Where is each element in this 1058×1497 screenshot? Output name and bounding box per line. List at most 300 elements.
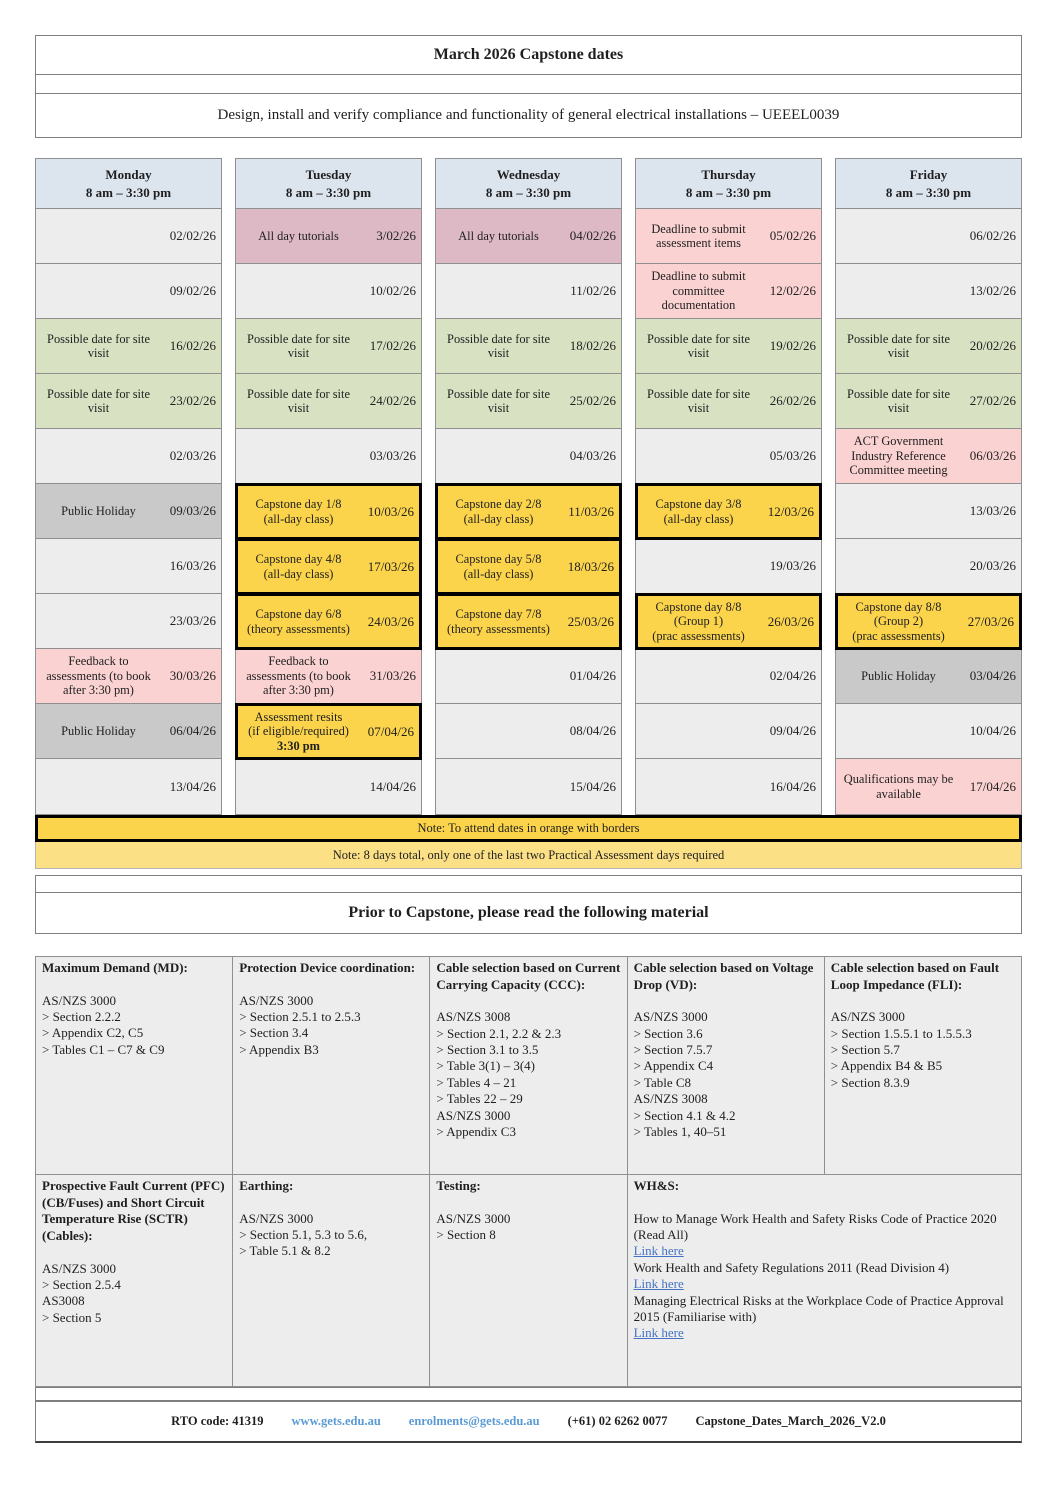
event-line: Possible date for site visit — [247, 386, 350, 415]
reading-line: AS/NZS 3000 — [436, 1210, 511, 1226]
calendar-cell — [236, 429, 421, 484]
reading-cell-body — [42, 1261, 226, 1327]
reading-line: AS/NZS 3008 — [633, 1091, 708, 1107]
calendar-cell — [435, 593, 622, 650]
event-line: (Group 2) — [873, 614, 924, 629]
cell-date: 16/02/26 — [169, 338, 216, 353]
cell-date: 08/04/26 — [569, 723, 616, 738]
cell-date: 02/03/26 — [169, 448, 216, 463]
cell-event — [636, 455, 758, 457]
spacer-row — [35, 1387, 1022, 1401]
cell-event — [36, 386, 158, 417]
reading-line: > Section 5.1, 5.3 to 5.6, — [239, 1227, 368, 1242]
event-line: (all-day class) — [263, 511, 334, 526]
reading-link[interactable]: Link here — [633, 1276, 684, 1292]
spacer-row — [35, 74, 1022, 94]
calendar-cell — [836, 319, 1021, 374]
cell-event — [636, 565, 758, 567]
note-orange-bordered — [35, 815, 1022, 842]
event-line: (all-day class) — [463, 511, 534, 526]
cell-event — [436, 386, 558, 417]
calendar-cell — [36, 704, 221, 759]
reading-line: AS/NZS 3000 — [42, 992, 117, 1008]
cell-event — [238, 551, 356, 582]
cell-event — [236, 786, 358, 788]
reading-line: AS/NZS 3000 — [239, 1210, 314, 1226]
calendar-cell — [836, 374, 1021, 429]
reading-line: > Appendix B4 & B5 — [830, 1058, 943, 1074]
document-page — [35, 35, 1022, 1443]
event-line: (if eligible/required) — [248, 724, 349, 739]
cell-date: 06/04/26 — [169, 723, 216, 738]
event-line: Public Holiday — [61, 723, 136, 738]
capstone-calendar — [35, 158, 1022, 815]
reading-line: > Tables 22 – 29 — [436, 1091, 523, 1107]
cell-event — [836, 730, 958, 732]
cell-date: 16/03/26 — [169, 558, 216, 573]
calendar-cell — [235, 593, 422, 650]
website-link[interactable]: www.gets.edu.au — [291, 1414, 381, 1428]
reading-line: AS3008 — [42, 1293, 85, 1309]
cell-event — [438, 606, 556, 637]
cell-event — [36, 565, 158, 567]
day-hours: 8 am – 3:30 pm — [485, 184, 572, 200]
day-hours: 8 am – 3:30 pm — [685, 184, 772, 200]
reading-line: > Section 2.5.4 — [42, 1276, 121, 1292]
cell-event — [36, 235, 158, 237]
cell-event — [36, 455, 158, 457]
calendar-cell — [836, 429, 1021, 484]
cell-event — [636, 730, 758, 732]
cell-event — [836, 771, 958, 802]
day-name: Friday — [909, 166, 948, 182]
cell-date: 10/03/26 — [367, 503, 414, 519]
event-line: (theory assessments) — [247, 621, 350, 636]
reading-line: AS/NZS 3000 — [42, 1260, 117, 1276]
cell-event — [436, 730, 558, 732]
cell-date: 19/02/26 — [769, 338, 816, 353]
event-line: Possible date for site visit — [647, 386, 750, 415]
reading-line: > Section 3.4 — [239, 1025, 309, 1041]
reading-cell-title: Protection Device coordination: — [239, 960, 416, 975]
reading-line: > Section 2.1, 2.2 & 2.3 — [436, 1025, 562, 1041]
cell-event — [236, 455, 358, 457]
cell-date: 03/04/26 — [969, 668, 1016, 683]
cell-date: 02/04/26 — [769, 668, 816, 683]
reading-line: > Tables 1, 40–51 — [633, 1123, 727, 1139]
calendar-cell — [836, 264, 1021, 319]
cell-date: 13/02/26 — [969, 283, 1016, 298]
event-line: (all-day class) — [663, 511, 734, 526]
day-header — [836, 159, 1021, 209]
event-line: 3:30 pm — [276, 738, 321, 753]
cell-date: 12/02/26 — [769, 283, 816, 298]
cell-date: 02/02/26 — [169, 228, 216, 243]
day-hours: 8 am – 3:30 pm — [285, 184, 372, 200]
cell-date: 20/02/26 — [969, 338, 1016, 353]
calendar-cell — [236, 374, 421, 429]
cell-date: 25/03/26 — [567, 613, 614, 629]
calendar-cell — [435, 538, 622, 595]
cell-date: 10/02/26 — [369, 283, 416, 298]
reading-line: > Appendix B3 — [239, 1041, 319, 1057]
calendar-cell — [635, 483, 822, 540]
cell-date: 16/04/26 — [769, 778, 816, 794]
calendar-cell — [436, 649, 621, 704]
reading-cell-title: Cable selection based on Current Carrying Capacity (CCC): — [436, 960, 621, 992]
event-line: Capstone day 2/8 — [455, 497, 542, 511]
cell-event — [238, 606, 356, 637]
event-line: (prac assessments) — [652, 628, 745, 643]
cell-date: 15/04/26 — [569, 778, 616, 794]
cell-date: 13/03/26 — [969, 503, 1016, 518]
cell-event — [836, 386, 958, 417]
day-name: Tuesday — [305, 166, 352, 182]
reading-line: > Table 5.1 & 8.2 — [239, 1243, 331, 1259]
calendar-cell — [436, 209, 621, 264]
calendar-cell — [235, 483, 422, 540]
day-name: Wednesday — [496, 166, 561, 182]
event-line: Possible date for site visit — [247, 331, 350, 360]
note-practical-days — [35, 842, 1022, 869]
cell-date: 17/03/26 — [367, 558, 414, 574]
event-line: (all-day class) — [263, 566, 334, 581]
cell-date: 01/04/26 — [569, 668, 616, 683]
cell-date: 18/03/26 — [567, 558, 614, 574]
reading-cell-body — [831, 1009, 1015, 1091]
day-hours: 8 am – 3:30 pm — [885, 184, 972, 200]
reading-cell-body — [239, 993, 423, 1059]
day-header — [436, 159, 621, 209]
event-line: Capstone day 7/8 — [455, 607, 542, 621]
reading-line: AS/NZS 3008 — [436, 1009, 511, 1025]
reading-line: AS/NZS 3000 — [239, 992, 314, 1008]
calendar-cell — [36, 264, 221, 319]
calendar-cell — [36, 209, 221, 264]
calendar-cell — [36, 539, 221, 594]
calendar-cell — [435, 483, 622, 540]
event-line: (Group 1) — [673, 614, 724, 629]
calendar-cell — [36, 429, 221, 484]
spacer-row — [35, 875, 1022, 893]
cell-date: 30/03/26 — [169, 668, 216, 683]
event-line: (prac assessments) — [852, 628, 945, 643]
cell-date: 13/04/26 — [169, 778, 216, 794]
cell-event — [36, 723, 158, 740]
reading-line: > Section 1.5.5.1 to 1.5.5.3 — [830, 1025, 972, 1041]
cell-date: 24/03/26 — [367, 613, 414, 629]
reading-line: > Appendix C2, C5 — [42, 1025, 144, 1041]
reading-cell-title: Cable selection based on Voltage Drop (VD): — [633, 960, 814, 992]
cell-event — [236, 653, 358, 699]
calendar-cell — [436, 429, 621, 484]
cell-event — [836, 433, 958, 479]
note1-text: Note: To attend dates in orange with borders — [417, 821, 640, 835]
day-header — [636, 159, 821, 209]
event-line: Deadline to submit assessment items — [651, 221, 746, 250]
reading-line: > Section 4.1 & 4.2 — [633, 1107, 736, 1123]
cell-event — [638, 496, 756, 527]
event-line: Capstone day 8/8 — [855, 599, 942, 614]
calendar-cell — [835, 593, 1022, 650]
cell-event — [836, 565, 958, 567]
calendar-cell — [236, 319, 421, 374]
cell-event — [236, 290, 358, 292]
reading-line: > Section 5.7 — [830, 1042, 900, 1057]
calendar-cell — [636, 649, 821, 704]
calendar-cell — [36, 319, 221, 374]
reading-line: > Appendix C4 — [633, 1058, 714, 1074]
calendar-cell — [36, 759, 221, 814]
cell-date: 24/02/26 — [369, 393, 416, 408]
cell-event — [36, 620, 158, 622]
cell-event — [436, 786, 558, 788]
reading-line: > Table C8 — [633, 1074, 692, 1090]
calendar-cell — [436, 759, 621, 814]
event-line: Assessment resits — [254, 709, 343, 724]
cell-event — [236, 386, 358, 417]
cell-event — [836, 668, 958, 685]
cell-event — [636, 386, 758, 417]
cell-date: 3/02/26 — [376, 228, 416, 243]
calendar-cell — [436, 704, 621, 759]
reading-line: AS/NZS 3000 — [633, 1009, 708, 1025]
calendar-cell — [436, 374, 621, 429]
cell-date: 05/03/26 — [769, 448, 816, 463]
cell-date: 11/02/26 — [570, 283, 616, 298]
cell-event — [636, 786, 758, 788]
calendar-cell — [436, 264, 621, 319]
event-line: Feedback to assessments (to book after 3:30 pm) — [46, 654, 151, 698]
cell-event — [436, 331, 558, 362]
event-line: Possible date for site visit — [647, 331, 750, 360]
phone-number: (+61) 02 6262 0077 — [567, 1414, 668, 1428]
title-bar — [35, 35, 1022, 75]
cell-event — [436, 228, 558, 245]
cell-event — [236, 228, 358, 245]
cell-event — [836, 331, 958, 362]
reading-line: > Section 7.5.7 — [633, 1042, 713, 1057]
calendar-cell — [636, 374, 821, 429]
event-line: Possible date for site visit — [847, 331, 950, 360]
cell-date: 05/02/26 — [769, 228, 816, 243]
email-link[interactable]: enrolments@gets.edu.au — [408, 1414, 540, 1428]
cell-date: 09/03/26 — [169, 503, 216, 518]
reading-line: > Section 5 — [42, 1309, 102, 1325]
calendar-cell — [236, 759, 421, 814]
reading-cell-body — [239, 1211, 423, 1260]
day-name: Thursday — [701, 166, 756, 182]
day-name: Monday — [105, 166, 152, 182]
reading-line: AS/NZS 3000 — [830, 1009, 905, 1025]
reading-cell-body — [634, 1211, 1015, 1342]
event-line: Capstone day 5/8 — [455, 552, 542, 566]
note2-text: Note: 8 days total, only one of the last two Practical Assessment days required — [332, 847, 725, 862]
rto-code: RTO code: 41319 — [171, 1414, 264, 1428]
event-line: Possible date for site visit — [47, 386, 150, 415]
event-line: All day tutorials — [258, 228, 339, 243]
reading-link[interactable]: Link here — [633, 1243, 684, 1259]
day-header — [236, 159, 421, 209]
reading-line: > Appendix C3 — [436, 1123, 516, 1139]
cell-date: 23/03/26 — [169, 613, 216, 628]
reading-heading-bar — [35, 892, 1022, 934]
event-line: Capstone day 8/8 — [655, 599, 742, 614]
cell-event — [236, 331, 358, 362]
event-line: (all-day class) — [463, 566, 534, 581]
cell-event — [836, 290, 958, 292]
cell-date: 04/02/26 — [569, 228, 616, 243]
event-line: Capstone day 3/8 — [655, 497, 742, 511]
event-line: Public Holiday — [61, 503, 136, 518]
reading-heading: Prior to Capstone, please read the following material — [348, 904, 709, 921]
calendar-cell — [836, 484, 1021, 539]
calendar-cell — [636, 429, 821, 484]
calendar-cell — [436, 319, 621, 374]
cell-event — [836, 235, 958, 237]
cell-event — [838, 599, 956, 645]
calendar-cell — [636, 704, 821, 759]
cell-event — [36, 331, 158, 362]
cell-date: 06/02/26 — [969, 228, 1016, 243]
reading-cell-title: Maximum Demand (MD): — [42, 960, 188, 975]
reading-cell — [36, 957, 233, 1175]
reading-line: > Table 3(1) – 3(4) — [436, 1058, 535, 1074]
cell-date: 03/03/26 — [369, 448, 416, 463]
reading-cell — [233, 1175, 430, 1387]
cell-date: 11/03/26 — [568, 503, 614, 519]
footer-bar — [35, 1401, 1022, 1443]
reading-line: How to Manage Work Health and Safety Risks Code of Practice 2020 (Read All) — [633, 1210, 997, 1242]
cell-date: 07/04/26 — [367, 723, 414, 739]
reading-line: > Section 2.5.1 to 2.5.3 — [239, 1009, 361, 1024]
event-line: Possible date for site visit — [447, 331, 550, 360]
calendar-cell — [636, 209, 821, 264]
cell-event — [636, 268, 758, 314]
calendar-cell — [36, 484, 221, 539]
cell-event — [438, 551, 556, 582]
cell-event — [238, 496, 356, 527]
event-line: Capstone day 6/8 — [255, 607, 342, 621]
reading-link[interactable]: Link here — [633, 1325, 684, 1341]
reading-line: > Section 3.1 to 3.5 — [436, 1042, 539, 1057]
event-line: Possible date for site visit — [47, 331, 150, 360]
calendar-cell — [235, 703, 422, 760]
cell-date: 23/02/26 — [169, 393, 216, 408]
reading-cell — [430, 1175, 627, 1387]
cell-event — [638, 599, 756, 645]
cell-date: 17/02/26 — [369, 338, 416, 353]
calendar-column-wednesday — [435, 158, 622, 815]
reading-cell-body — [436, 1009, 620, 1140]
whitespace — [35, 934, 1022, 956]
event-line: Public Holiday — [861, 668, 936, 683]
calendar-cell — [836, 209, 1021, 264]
cell-event — [436, 290, 558, 292]
cell-date: 09/04/26 — [769, 723, 816, 738]
cell-event — [836, 510, 958, 512]
page-title: March 2026 Capstone dates — [433, 46, 624, 63]
calendar-column-thursday — [635, 158, 822, 815]
cell-event — [636, 675, 758, 677]
event-line: Possible date for site visit — [847, 386, 950, 415]
cell-event — [36, 786, 158, 788]
calendar-cell — [236, 264, 421, 319]
reading-line: > Section 3.6 — [633, 1025, 703, 1041]
calendar-cell — [636, 539, 821, 594]
event-line: Qualifications may be available — [843, 772, 954, 801]
cell-event — [36, 653, 158, 699]
calendar-cell — [636, 759, 821, 814]
cell-event — [636, 331, 758, 362]
reading-cell-body — [634, 1009, 818, 1140]
calendar-column-tuesday — [235, 158, 422, 815]
calendar-cell — [635, 593, 822, 650]
reading-line: > Section 8 — [436, 1227, 496, 1242]
reading-cell — [628, 1175, 1022, 1387]
cell-event — [238, 709, 356, 755]
calendar-cell — [836, 704, 1021, 759]
calendar-cell — [836, 649, 1021, 704]
reading-cell-title: Cable selection based on Fault Loop Impedance (FLI): — [830, 960, 1000, 992]
event-line: Capstone day 4/8 — [255, 552, 342, 566]
reading-cell — [628, 957, 825, 1175]
cell-date: 12/03/26 — [767, 503, 814, 519]
reading-cell-title: Earthing: — [239, 1178, 294, 1193]
day-hours: 8 am – 3:30 pm — [85, 184, 172, 200]
reading-line: AS/NZS 3000 — [436, 1107, 511, 1123]
reading-cell — [825, 957, 1022, 1175]
calendar-cell — [836, 539, 1021, 594]
cell-date: 27/03/26 — [967, 613, 1014, 629]
reading-cell — [233, 957, 430, 1175]
calendar-cell — [36, 374, 221, 429]
reading-line: Work Health and Safety Regulations 2011 (Read Division 4) — [633, 1259, 950, 1275]
calendar-cell — [836, 759, 1021, 814]
reading-cell — [430, 957, 627, 1175]
cell-date: 20/03/26 — [969, 558, 1016, 573]
reading-cell-body — [42, 993, 226, 1059]
calendar-cell — [636, 264, 821, 319]
reading-line: > Tables 4 – 21 — [436, 1074, 517, 1090]
cell-event — [436, 455, 558, 457]
event-line: Possible date for site visit — [447, 386, 550, 415]
cell-date: 25/02/26 — [569, 393, 616, 408]
cell-event — [36, 503, 158, 520]
calendar-cell — [36, 649, 221, 704]
cell-date: 27/02/26 — [969, 393, 1016, 408]
event-line: ACT Government Industry Reference Committee meeting — [849, 434, 948, 478]
cell-date: 31/03/26 — [369, 668, 416, 683]
calendar-cell — [36, 594, 221, 649]
whitespace — [35, 138, 1022, 158]
cell-date: 18/02/26 — [569, 338, 616, 353]
reading-line: > Section 8.3.9 — [830, 1074, 910, 1090]
event-line: Feedback to assessments (to book after 3:30 pm) — [246, 654, 351, 698]
reading-cell — [36, 1175, 233, 1387]
cell-event — [438, 496, 556, 527]
day-header — [36, 159, 221, 209]
reading-material-grid — [35, 956, 1022, 1387]
cell-date: 26/03/26 — [767, 613, 814, 629]
event-line: (theory assessments) — [447, 621, 550, 636]
cell-date: 26/02/26 — [769, 393, 816, 408]
cell-date: 06/03/26 — [969, 448, 1016, 463]
reading-cell-title: Prospective Fault Current (PFC) (CB/Fuses) and Short Circuit Temperature Rise (SCTR) (Cables): — [42, 1178, 225, 1243]
cell-date: 09/02/26 — [169, 283, 216, 298]
cell-event — [636, 221, 758, 252]
document-version-name: Capstone_Dates_March_2026_V2.0 — [695, 1414, 886, 1428]
